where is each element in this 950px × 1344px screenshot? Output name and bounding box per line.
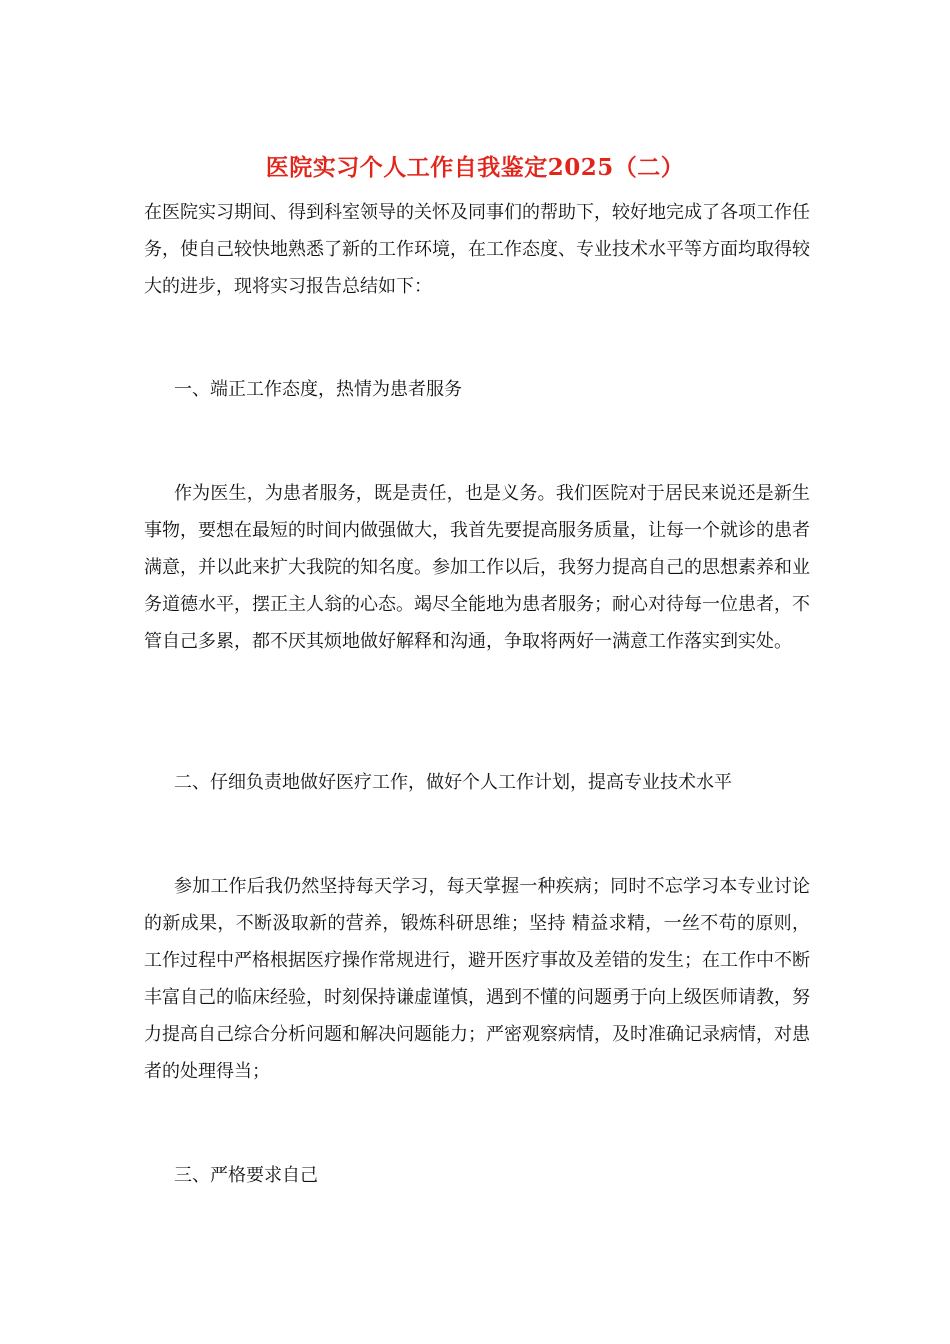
section-body-1: 作为医生，为患者服务，既是责任，也是义务。我们医院对于居民来说还是新生事物，要想在最短的时间内做强做大，我首先要提高服务质量，让每一个就诊的患者满意，并以此来扩大我院的知名度。参加工作以后，我努力提高自己的思想素养和业务道德水平，摆正主人翁的心态。竭尽全能地为患者服务；耐心对待每一位患者，不管自己多累，都不厌其烦地做好解释和沟通，争取将两好一满意工作落实到实处。 (144, 483, 810, 652)
section-heading-2: 二、仔细负责地做好医疗工作，做好个人工作计划，提高专业技术水平 (174, 772, 732, 793)
intro-paragraph: 在医院实习期间、得到科室领导的关怀及同事们的帮助下，较好地完成了各项工作任务，使自己较快地熟悉了新的工作环境，在工作态度、专业技术水平等方面均取得较大的进步，现将实习报告总结如下： (144, 202, 810, 297)
section-heading-1: 一、端正工作态度，热情为患者服务 (174, 379, 462, 400)
section-body-2: 参加工作后我仍然坚持每天学习，每天掌握一种疾病；同时不忘学习本专业讨论的新成果，不断汲取新的营养，锻炼科研思维；坚持 精益求精，一丝不苟的原则，工作过程中严格根据医疗操作常规进行，避开医疗事故及差错的发生；在工作中不断丰富自己的临床经验，时刻保持谦虚谨慎，遇到不懂的问题勇于向上级医师请教，努力提高自己综合分析问题和解决问题能力；严密观察病情，及时准确记录病情，对患者的处理得当； (144, 876, 810, 1082)
section-heading-3: 三、严格要求自己 (174, 1165, 318, 1186)
document-title: 医院实习个人工作自我鉴定2025（二） (265, 154, 685, 181)
